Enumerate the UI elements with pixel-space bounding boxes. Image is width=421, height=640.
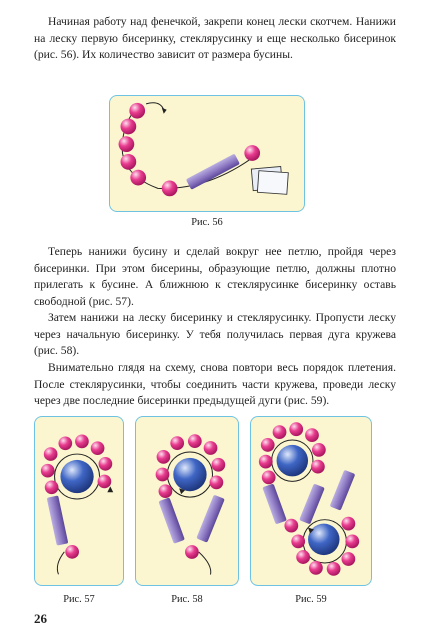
bead xyxy=(341,552,355,566)
bead xyxy=(162,181,178,197)
figure-59-diagram xyxy=(251,417,371,585)
bead xyxy=(273,425,287,439)
bead xyxy=(309,561,323,575)
tape-icon xyxy=(251,167,288,195)
bead xyxy=(341,517,355,531)
bead xyxy=(121,119,137,135)
bead xyxy=(170,436,184,450)
bead xyxy=(99,457,113,471)
paragraph-repeat: Внимательно глядя на схему, снова повтори весь порядок плетения. После стеклярусинки, чтобы соединить части кружева, проведи леску через две последние бисеринки предыдущей дуги (рис. 59). xyxy=(34,361,396,408)
bead xyxy=(289,422,303,436)
bead xyxy=(41,464,55,478)
bead xyxy=(119,136,135,152)
figure-57-diagram xyxy=(35,417,123,585)
bead xyxy=(58,436,72,450)
bugle-bead xyxy=(47,495,69,545)
big-bead xyxy=(277,445,308,476)
bead xyxy=(284,519,298,533)
figure-58-caption: Рис. 58 xyxy=(171,594,203,605)
bead xyxy=(75,435,89,449)
arrow-icon xyxy=(107,486,113,492)
paragraph-first-arc: Затем нанижи на леску бисеринку и стеклярусинку. Пропусти леску через начальную бисеринку. У тебя получилась первая дуга кружева (рис. 58). xyxy=(34,311,396,358)
big-bead xyxy=(173,458,206,491)
bead xyxy=(312,443,326,457)
bead xyxy=(91,441,105,455)
bead xyxy=(261,438,275,452)
bead xyxy=(65,545,79,559)
bead xyxy=(98,475,112,489)
bugle-bead xyxy=(262,483,287,524)
bugle-bead xyxy=(186,154,240,190)
bead xyxy=(305,428,319,442)
bead xyxy=(121,154,137,170)
bead xyxy=(129,103,145,119)
bugle-bead xyxy=(299,484,325,525)
bugle-bead xyxy=(196,495,225,543)
figure-59-caption: Рис. 59 xyxy=(295,594,327,605)
big-bead xyxy=(60,460,93,493)
bead xyxy=(157,450,171,464)
thread-end xyxy=(146,103,164,110)
figure-58 xyxy=(135,416,239,586)
bead xyxy=(204,441,218,455)
bead xyxy=(185,545,199,559)
figure-57 xyxy=(34,416,124,586)
bead xyxy=(130,170,146,186)
bead xyxy=(262,471,276,485)
figure-58-diagram xyxy=(136,417,238,585)
paragraph-loop: Теперь нанижи бусину и сделай вокруг нее петлю, пройдя через бисеринки. При этом бисерины, образующие петлю, должны плотно прилегать к бусине. А ближнюю к стеклярусинке бисеринку оставь свободной (рис. 57). xyxy=(34,245,396,308)
big-bead xyxy=(308,524,339,555)
bead xyxy=(244,145,260,161)
bead xyxy=(296,550,310,564)
bead xyxy=(45,480,59,494)
bead xyxy=(44,447,58,461)
figure-56-caption: Рис. 56 xyxy=(191,217,223,228)
figure-56 xyxy=(109,95,305,212)
bead xyxy=(311,460,325,474)
bugle-bead xyxy=(158,497,184,543)
paragraph-intro: Начиная работу над фенечкой, закрепи конец лески скотчем. Нанижи на леску первую бисеринку, стеклярусинку и еще несколько бисеринок (рис. 56). Их количество зависит от размера бусины. xyxy=(34,15,396,62)
bead xyxy=(345,534,359,548)
figure-59 xyxy=(250,416,372,586)
bead xyxy=(259,455,273,469)
page-number: 26 xyxy=(34,611,47,626)
bugle-bead xyxy=(330,470,356,511)
bead xyxy=(210,476,224,490)
bead xyxy=(159,484,173,498)
bead xyxy=(327,562,341,576)
figure-57-caption: Рис. 57 xyxy=(63,594,95,605)
bead xyxy=(188,434,202,448)
bead xyxy=(156,468,170,482)
bead xyxy=(212,458,226,472)
arrow-icon xyxy=(162,108,167,114)
figure-56-diagram xyxy=(110,96,304,211)
bead xyxy=(291,534,305,548)
